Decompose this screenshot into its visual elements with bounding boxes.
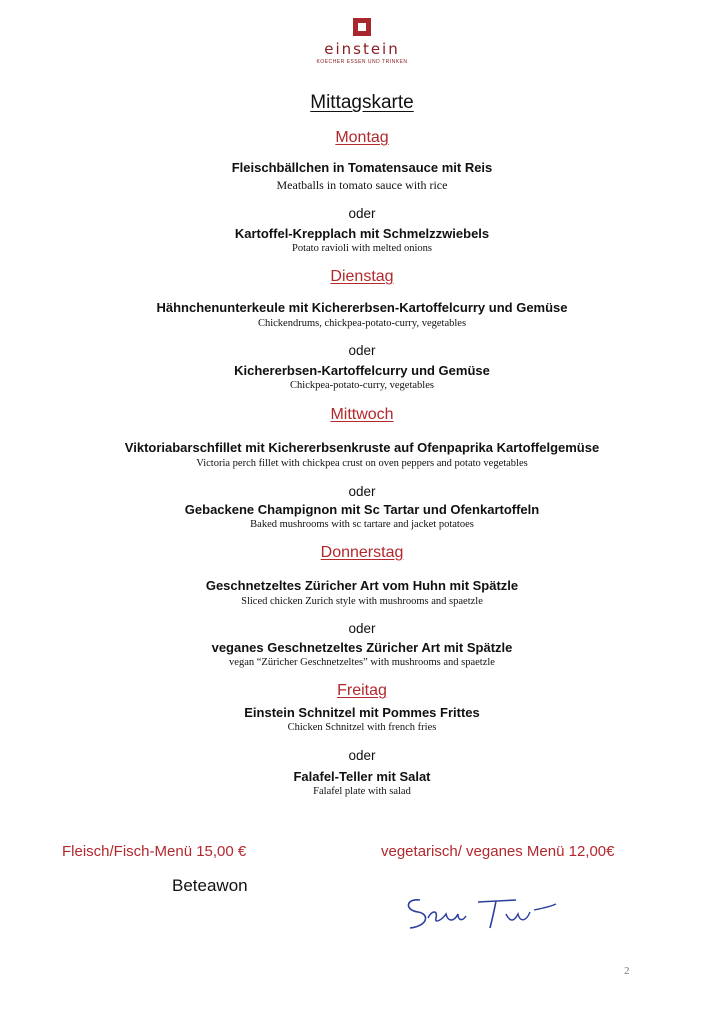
dish-en: Potato ravioli with melted onions [292, 243, 432, 254]
or-separator: oder [348, 621, 376, 636]
dish-en: Baked mushrooms with sc tartare and jacket potatoes [250, 519, 474, 530]
dish-en: Sliced chicken Zurich style with mushrooms and spaetzle [241, 596, 483, 607]
dish-en: Victoria perch fillet with chickpea crust on oven peppers and potato vegetables [196, 458, 528, 469]
day-heading-monday: Montag [335, 129, 389, 146]
price-meat-menu: Fleisch/Fisch-Menü 15,00 € [62, 843, 247, 860]
dish-en: Chicken Schnitzel with french fries [287, 722, 437, 733]
logo-wordmark: einstein [324, 40, 400, 58]
or-separator: oder [348, 206, 376, 221]
dish-de: Kichererbsen-Kartoffelcurry und Gemüse [234, 363, 490, 378]
dish-de: Geschnetzeltes Züricher Art vom Huhn mit Spätzle [205, 578, 519, 593]
day-heading-wednesday: Mittwoch [330, 406, 394, 423]
day-heading-thursday: Donnerstag [320, 544, 404, 561]
price-vegetarian-menu: vegetarisch/ veganes Menü 12,00€ [381, 843, 615, 860]
dish-en: Chickpea-potato-curry, vegetables [290, 380, 434, 391]
dish-de: veganes Geschnetzeltes Züricher Art mit Spätzle [211, 640, 513, 655]
logo-square-icon [353, 18, 371, 36]
or-separator: oder [348, 343, 376, 358]
day-heading-tuesday: Dienstag [330, 268, 394, 285]
page-title: Mittagskarte [310, 92, 414, 113]
dish-de: Viktoriabarschfillet mit Kichererbsenkruste auf Ofenpaprika Kartoffelgemüse [124, 440, 600, 455]
dish-de: Einstein Schnitzel mit Pommes Frittes [244, 705, 480, 720]
restaurant-logo [0, 18, 724, 65]
dish-en: vegan “Züricher Geschnetzeltes” with mushrooms and spaetzle [229, 657, 495, 668]
dish-de: Fleischbällchen in Tomatensauce mit Reis [231, 160, 493, 175]
dish-de: Gebackene Champignon mit Sc Tartar und Ofenkartoffeln [184, 502, 540, 517]
dish-de: Hähnchenunterkeule mit Kichererbsen-Kartoffelcurry und Gemüse [156, 300, 568, 315]
or-separator: oder [348, 484, 376, 499]
dish-en: Falafel plate with salad [313, 786, 411, 797]
dish-de: Falafel-Teller mit Salat [293, 769, 431, 784]
handwritten-signature [398, 888, 558, 938]
logo-tagline: KOECHER ESSEN UND TRINKEN [316, 59, 408, 65]
or-separator: oder [348, 748, 376, 763]
dish-en: Chickendrums, chickpea-potato-curry, vegetables [257, 318, 467, 329]
dish-de: Kartoffel-Krepplach mit Schmelzzwiebels [234, 226, 490, 241]
page-number: 2 [624, 965, 630, 977]
signer-name: Beteawon [172, 876, 248, 895]
dish-en: Meatballs in tomato sauce with rice [276, 178, 448, 192]
day-heading-friday: Freitag [337, 682, 387, 699]
